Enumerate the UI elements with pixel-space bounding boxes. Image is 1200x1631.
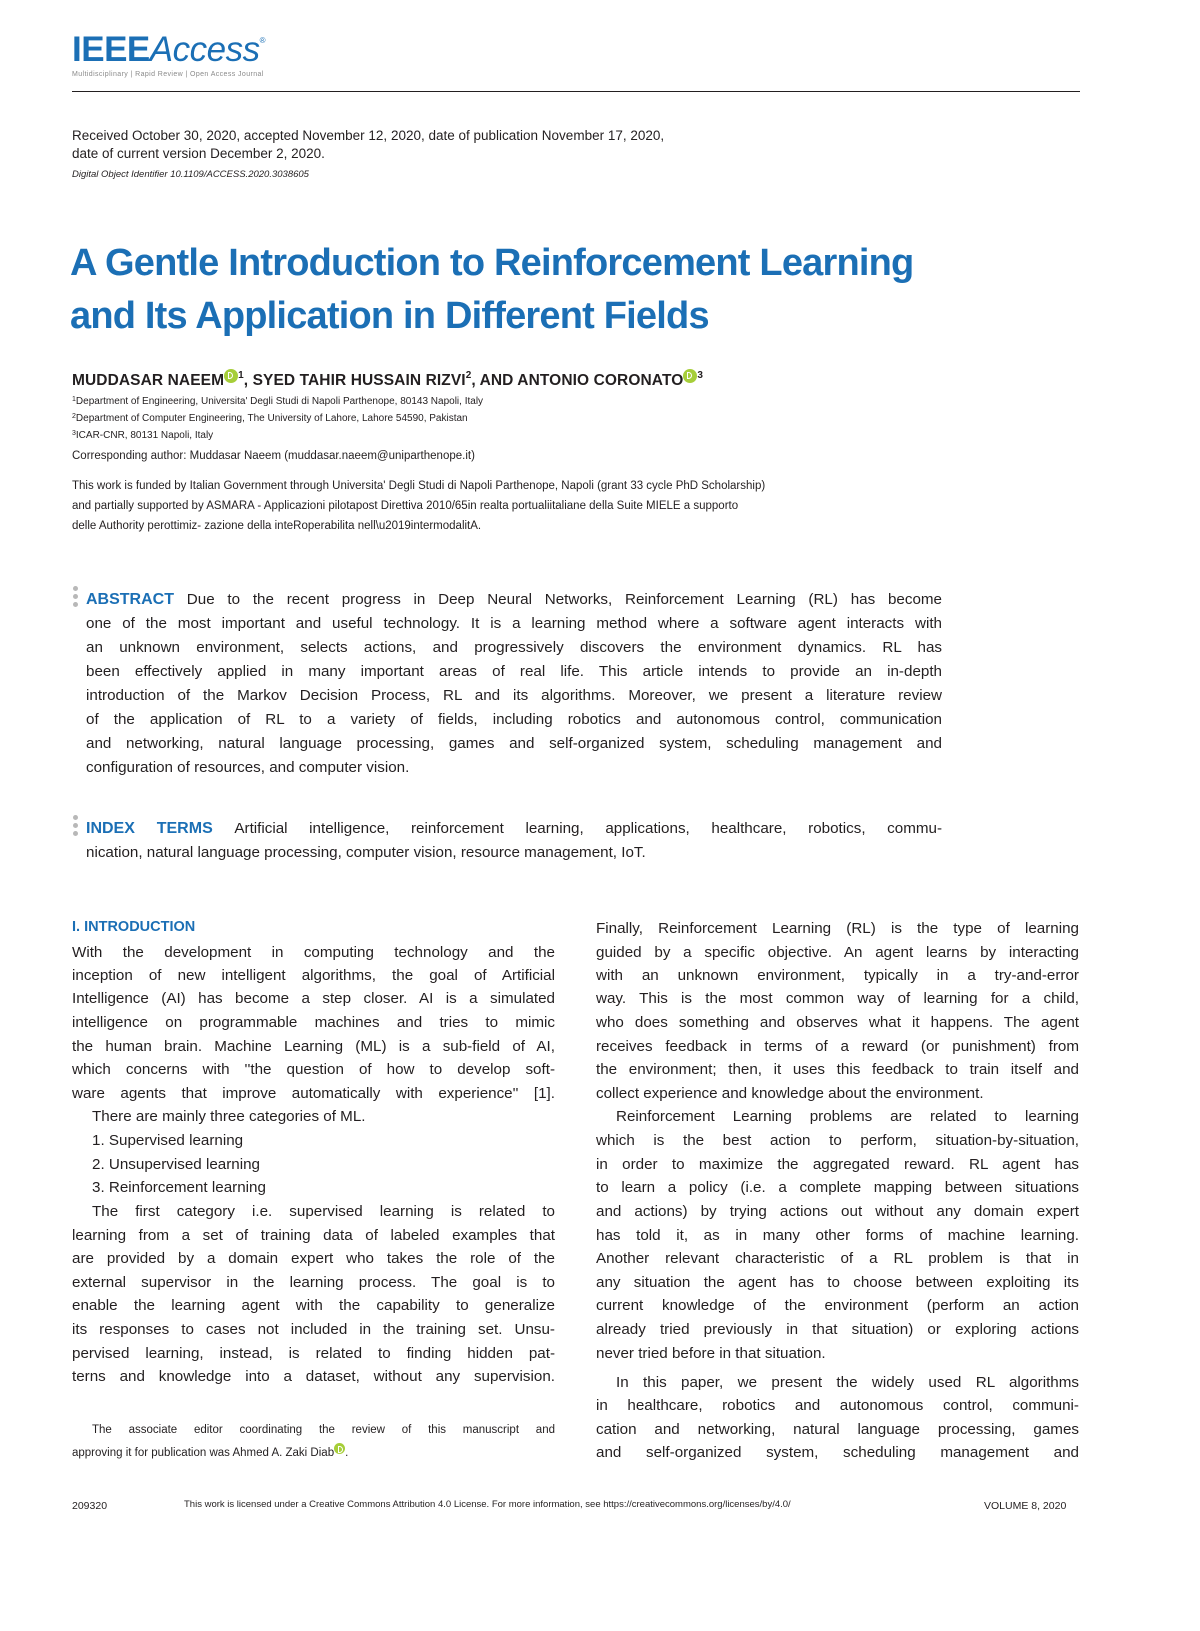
- body-text-line: and self-organized system, scheduling management and: [596, 1444, 1079, 1461]
- editor-footnote: approving it for publication was Ahmed A. Zaki Diab .: [72, 1447, 555, 1459]
- dots-icon: [73, 586, 79, 610]
- body-text-line: pervised learning, instead, is related to finding hidden pat-: [72, 1345, 555, 1362]
- abstract-text: one of the most important and useful technology. It is a learning method where a software agent interacts with: [86, 615, 942, 632]
- funding-note: This work is funded by Italian Government through Universita' Degli Studi di Napoli Parthenope, Napoli (grant 33 cycle PhD Scholarship): [72, 480, 766, 492]
- body-text-line: are provided by a domain expert who takes the role of the: [72, 1250, 555, 1267]
- body-text-line: inception of new intelligent algorithms, the goal of Artificial: [72, 967, 555, 984]
- body-text-line: Intelligence (AI) has become a step closer. AI is a simulated: [72, 990, 555, 1007]
- logo-trademark: ®: [259, 36, 266, 45]
- body-text-line: The first category i.e. supervised learning is related to: [92, 1203, 555, 1220]
- abstract-text: been effectively applied in many important areas of real life. This article intends to provide an in-depth: [86, 663, 942, 680]
- body-text-line: any situation the agent has to choose between exploiting its: [596, 1274, 1079, 1291]
- list-item: 1. Supervised learning: [92, 1132, 244, 1149]
- corresponding-author: Corresponding author: Muddasar Naeem (muddasar.naeem@uniparthenope.it): [72, 450, 475, 462]
- body-text-line: collect experience and knowledge about the environment.: [596, 1085, 984, 1102]
- abstract-text: an unknown environment, selects actions, and progressively discovers the environment dynamics. RL has: [86, 639, 942, 656]
- author-list: [72, 372, 703, 390]
- logo-access-text: Access: [149, 30, 260, 69]
- publication-dates-line2: date of current version December 2, 2020.: [72, 146, 325, 161]
- abstract-text: of the application of RL to a variety of fields, including robotics and autonomous control, communication: [86, 711, 942, 728]
- orcid-icon[interactable]: [224, 369, 238, 383]
- volume-label: VOLUME 8, 2020: [984, 1500, 1067, 1512]
- body-text-line: which is the best action to perform, situation-by-situation,: [596, 1132, 1079, 1149]
- author-name: , AND ANTONIO CORONATO: [471, 372, 684, 389]
- funding-note: and partially supported by ASMARA - Applicazioni pilotapost Direttiva 2010/65in realta portualiitaliane della Suite MIELE a supporto: [72, 500, 739, 512]
- dots-icon: [73, 815, 79, 839]
- header-divider: [72, 91, 1080, 92]
- affiliation-marker: 2: [465, 370, 472, 381]
- body-text-line: Reinforcement Learning problems are related to learning: [616, 1108, 1079, 1125]
- body-text-line: intelligence on programmable machines and tries to mimic: [72, 1014, 555, 1031]
- abstract-text: ABSTRACT Due to the recent progress in Deep Neural Networks, Reinforcement Learning (RL) has become: [86, 591, 942, 608]
- body-text-line: With the development in computing technology and the: [72, 944, 555, 961]
- index-terms: nication, natural language processing, computer vision, resource management, IoT.: [86, 844, 646, 861]
- body-text-line: In this paper, we present the widely used RL algorithms: [616, 1374, 1079, 1391]
- author-name: , SYED TAHIR HUSSAIN RIZVI: [243, 372, 466, 389]
- body-text-line: learning from a set of training data of labeled examples that: [72, 1227, 555, 1244]
- section-heading: I. INTRODUCTION: [72, 919, 196, 935]
- abstract-text: introduction of the Markov Decision Process, RL and its algorithms. Moreover, we present a literature review: [86, 687, 942, 704]
- doi-identifier: Digital Object Identifier 10.1109/ACCESS.2020.3038605: [72, 169, 309, 180]
- body-text-line: the human brain. Machine Learning (ML) is a sub-field of AI,: [72, 1038, 555, 1055]
- body-text-line: current knowledge of the environment (perform an action: [596, 1297, 1079, 1314]
- body-text-line: who does something and observes what it happens. The agent: [596, 1014, 1079, 1031]
- body-text-line: enable the learning agent with the capability to generalize: [72, 1297, 555, 1314]
- body-text-line: Finally, Reinforcement Learning (RL) is the type of learning: [596, 920, 1079, 937]
- paper-title-line2: and Its Application in Different Fields: [70, 295, 709, 337]
- body-text-line: external supervisor in the learning process. The goal is to: [72, 1274, 555, 1291]
- body-text-line: guided by a specific objective. An agent learns by interacting: [596, 944, 1079, 961]
- logo-tagline: Multidisciplinary | Rapid Review | Open Access Journal: [72, 71, 264, 78]
- list-item: 3. Reinforcement learning: [92, 1179, 266, 1196]
- index-terms-label: INDEX TERMS: [86, 820, 213, 837]
- affiliation-marker: 1: [238, 370, 244, 381]
- affiliation-marker: 3: [697, 370, 704, 381]
- page-number: 209320: [72, 1500, 108, 1512]
- body-text-line: way. This is the most common way of learning for a child,: [596, 990, 1079, 1007]
- journal-logo: [72, 30, 265, 70]
- body-text-line: its responses to cases not included in the training set. Unsu-: [72, 1321, 555, 1338]
- funding-note: delle Authority perottimiz- zazione della inteRoperabilita nell\u2019intermodalitA.: [72, 520, 482, 532]
- body-text-line: with an unknown environment, typically in a try-and-error: [596, 967, 1079, 984]
- body-text-line: in healthcare, robotics and autonomous control, communi-: [596, 1397, 1079, 1414]
- body-text-line: has told it, as in many other forms of machine learning.: [596, 1227, 1079, 1244]
- orcid-icon[interactable]: [334, 1443, 345, 1454]
- body-text-line: to learn a policy (i.e. a complete mapping between situations: [596, 1179, 1079, 1196]
- affiliation: $^2$Department of Computer Engineering, The University of Lahore, Lahore 54590, Pakistan: [72, 413, 468, 424]
- body-text-line: already tried previously in that situation) or exploring actions: [596, 1321, 1079, 1338]
- body-text-line: ware agents that improve automatically with experience'' [1].: [72, 1085, 555, 1102]
- body-text-line: receives feedback in terms of a reward (or punishment) from: [596, 1038, 1079, 1055]
- abstract-text: and networking, natural language processing, games and self-organized system, scheduling management and: [86, 735, 942, 752]
- license-notice[interactable]: This work is licensed under a Creative Commons Attribution 4.0 License. For more information, see https://creativecommons.org/licenses/by/4.0/: [184, 1499, 791, 1510]
- body-text-line: and actions) by trying actions out without any domain expert: [596, 1203, 1079, 1220]
- orcid-icon[interactable]: [683, 369, 697, 383]
- body-text-line: in order to maximize the aggregated reward. RL agent has: [596, 1156, 1079, 1173]
- affiliation: $^3$ICAR-CNR, 80131 Napoli, Italy: [72, 430, 214, 441]
- body-text-line: Another relevant characteristic of a RL problem is that in: [596, 1250, 1079, 1267]
- body-text-line: cation and networking, natural language processing, games: [596, 1421, 1079, 1438]
- publication-dates-line1: Received October 30, 2020, accepted November 12, 2020, date of publication November 17, 2020,: [72, 128, 665, 143]
- abstract-label: ABSTRACT: [86, 591, 174, 608]
- author-name: MUDDASAR NAEEM: [72, 372, 225, 389]
- body-text-line: the environment; then, it uses this feedback to train itself and: [596, 1061, 1079, 1078]
- body-text-line: which concerns with ''the question of how to develop soft-: [72, 1061, 555, 1078]
- body-text-line: terns and knowledge into a dataset, without any supervision.: [72, 1368, 555, 1385]
- paper-title-line1: A Gentle Introduction to Reinforcement Learning: [70, 242, 914, 284]
- body-text-line: There are mainly three categories of ML.: [92, 1108, 366, 1125]
- logo-ieee-text: IEEE: [72, 30, 150, 69]
- abstract-text: configuration of resources, and computer vision.: [86, 759, 410, 776]
- editor-footnote: The associate editor coordinating the review of this manuscript and: [92, 1424, 555, 1436]
- list-item: 2. Unsupervised learning: [92, 1156, 261, 1173]
- index-terms: INDEX TERMS Artificial intelligence, reinforcement learning, applications, healthcare, robotics, commu-: [86, 820, 942, 837]
- affiliation: $^1$Department of Engineering, Universita' Degli Studi di Napoli Parthenope, 80143 Napoli, Italy: [72, 396, 484, 407]
- body-text-line: never tried before in that situation.: [596, 1345, 826, 1362]
